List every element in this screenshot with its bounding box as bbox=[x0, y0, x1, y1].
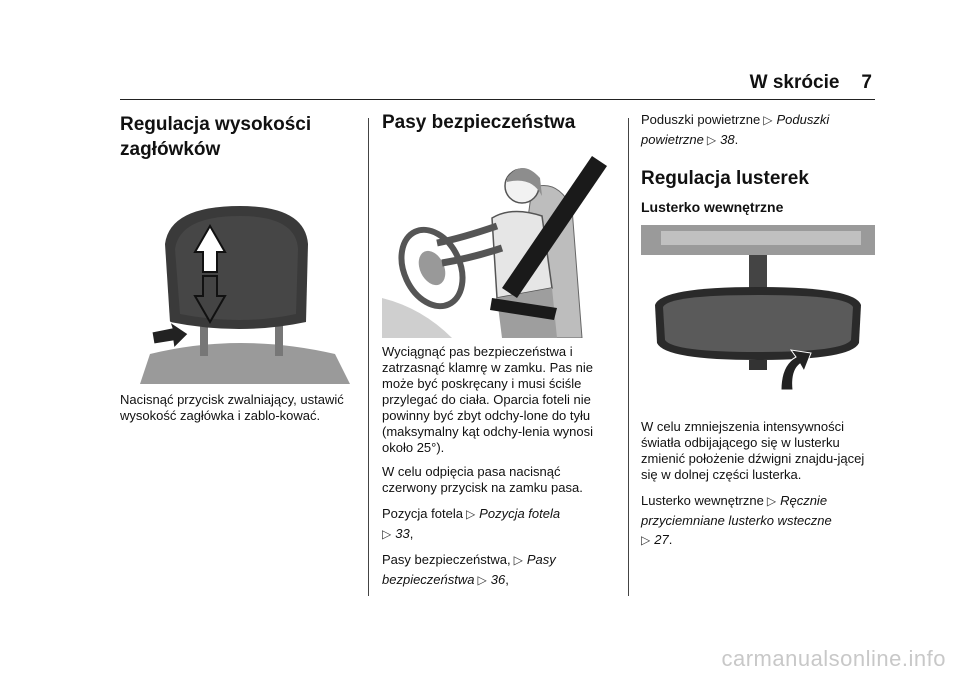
page-header bbox=[750, 72, 872, 94]
reference-arrow-icon: ▷ bbox=[513, 553, 523, 567]
column-mirrors bbox=[641, 110, 875, 556]
link-seatbelts[interactable]: Pasy bezpieczeństwa bbox=[382, 552, 556, 587]
column-seatbelts bbox=[382, 110, 617, 596]
reference-arrow-icon: ▷ bbox=[465, 507, 476, 521]
mirror-subtitle: Lusterko wewnętrzne bbox=[641, 199, 784, 215]
headrest-illustration bbox=[120, 204, 355, 384]
link-seat-position[interactable]: Pozycja fotela bbox=[479, 506, 561, 521]
mirror-title: Regulacja lusterek bbox=[641, 168, 809, 189]
seatbelt-release: W celu odpięcia pasa nacisnąć czerwony przycisk na zamku pasa. bbox=[382, 464, 583, 495]
seatbelt-title: Pasy bezpieczeństwa bbox=[382, 112, 576, 133]
seatbelt-illustration bbox=[382, 148, 617, 338]
reference-arrow-icon: ▷ bbox=[763, 113, 773, 127]
ref-seat-position: Pozycja fotela ▷ Pozycja fotela ▷ 33, bbox=[382, 504, 617, 544]
reference-arrow-icon: ▷ bbox=[706, 133, 717, 147]
page-number: 7 bbox=[861, 72, 872, 93]
column-headrest bbox=[120, 110, 355, 432]
reference-arrow-icon: ▷ bbox=[766, 494, 777, 508]
reference-arrow-icon: ▷ bbox=[382, 527, 392, 541]
section-title: W skrócie bbox=[749, 72, 840, 93]
page-ref-seat-position[interactable]: 33 bbox=[395, 526, 410, 541]
mirror-instructions: W celu zmniejszenia intensywności światła odbijającego się w lusterku zmienić położenie dźwigni znajdu-jącej się w dolnej części lusterka. bbox=[641, 419, 865, 482]
ref-airbags: Poduszki powietrzne ▷ Poduszki powietrzne ▷ 38. bbox=[641, 110, 875, 150]
page-ref-interior-mirror[interactable]: 27 bbox=[654, 532, 669, 547]
headrest-title: Regulacja wysokości zagłówków bbox=[120, 114, 312, 160]
link-manual-dimming-mirror[interactable]: Ręcznie przyciemniane lusterko wsteczne bbox=[641, 493, 832, 528]
reference-arrow-icon: ▷ bbox=[641, 533, 651, 547]
page-ref-seatbelts[interactable]: 36 bbox=[490, 572, 506, 587]
link-airbags[interactable]: Poduszki powietrzne bbox=[641, 112, 830, 147]
column-divider bbox=[628, 118, 629, 596]
watermark: carmanualsonline.info bbox=[721, 646, 946, 671]
page-ref-airbags[interactable]: 38 bbox=[720, 132, 735, 147]
mirror-illustration bbox=[641, 225, 875, 405]
column-divider bbox=[368, 118, 369, 596]
header-rule bbox=[120, 99, 875, 100]
reference-arrow-icon: ▷ bbox=[477, 573, 487, 587]
ref-interior-mirror: Lusterko wewnętrzne ▷ Ręcznie przyciemniane lusterko wsteczne ▷ 27. bbox=[641, 491, 875, 550]
headrest-instructions: Nacisnąć przycisk zwalniający, ustawić wysokość zagłówka i zablo-kować. bbox=[120, 392, 344, 423]
ref-seatbelts: Pasy bezpieczeństwa, ▷ Pasy bezpieczeństwa ▷ 36, bbox=[382, 550, 617, 590]
seatbelt-instructions: Wyciągnąć pas bezpieczeństwa i zatrzasnąć klamrę w zamku. Pas nie może być poskręcany i musi ściśle przylegać do ciała. Oparcia foteli nie powinny być zbyt odchy-lone do tyłu (maksymalny kąt odchy-lenia wynosi około 25°). bbox=[382, 344, 593, 455]
